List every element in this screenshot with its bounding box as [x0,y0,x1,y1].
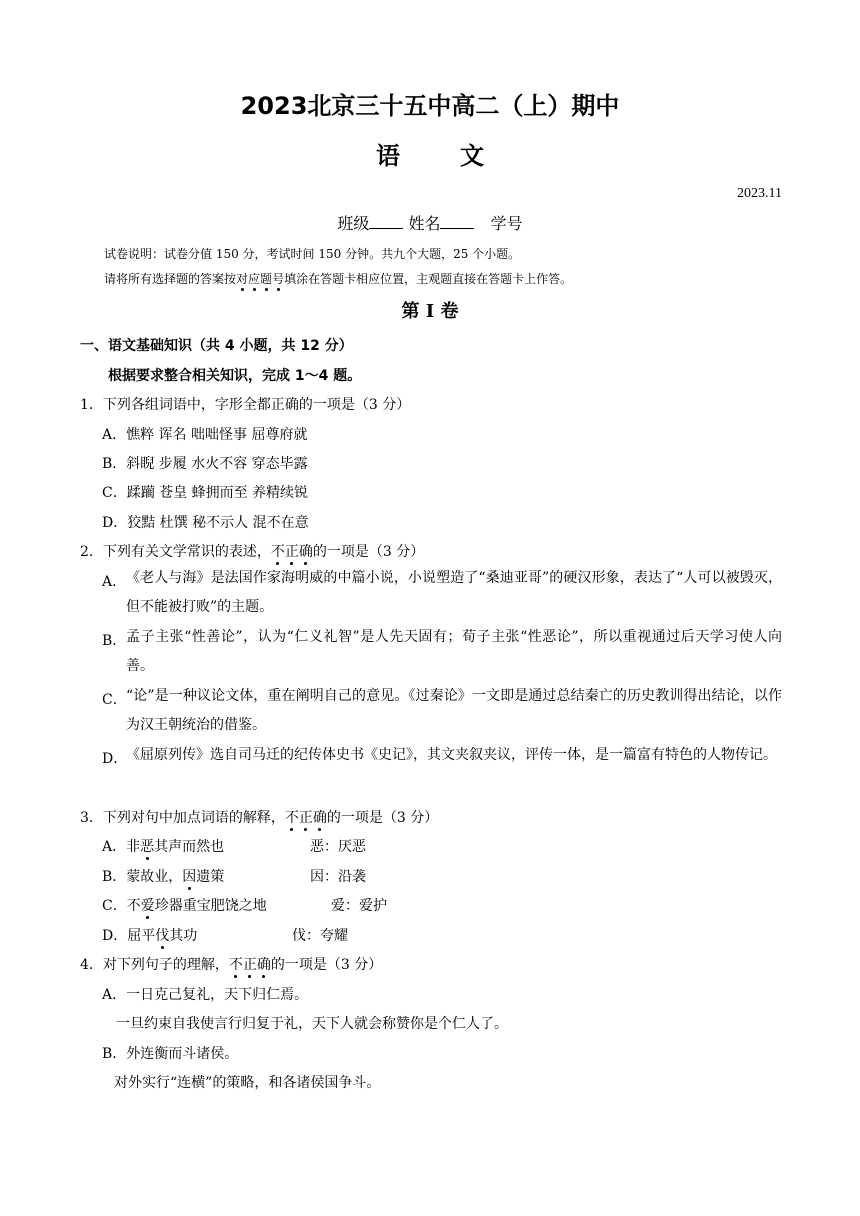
q1-stem: 1．下列各组词语中，字形全都正确的一项是（3 分） [80,397,411,413]
q4-stem: 4．对下列句子的理解，不正确的一项是（3 分） [80,957,383,973]
exam-title: 2023北京三十五中高二（上）期中 [240,92,620,120]
subject-char-2: 文 [460,142,484,170]
q2-stem: 2．下列有关文学常识的表述，不正确的一项是（3 分） [80,544,425,560]
q1-option-b: B．斜睨 步履 水火不容 穿态毕露 [102,456,308,472]
name-label: 姓名 [408,214,441,233]
part1-instruction: 根据要求整合相关知识，完成 1～4 题。 [108,368,362,384]
q4-item-a-sentence: A．一日克己复礼，天下归仁焉。 [102,987,309,1003]
q3-option-d: D．屈平伐其功 [102,928,198,944]
q3-gloss-d: 伐：夸耀 [292,928,348,944]
q3-gloss-c: 爱：爱护 [331,898,387,914]
q2-option-c: C． “论”是一种议论文体，重在阐明自己的意见。《过秦论》一文即是通过总结秦亡的历史教训得出结论，以作为汉王朝统治的借鉴。 [102,688,782,733]
q2-option-b: B． 孟子主张“性善论”，认为“仁义礼智”是人先天固有；荀子主张“性恶论”，所以重视通过后天学习使人向善。 [102,629,782,674]
volume-title: 第 I 卷 [401,301,459,322]
exam-note-1: 试卷说明：试卷分值 150 分，考试时间 150 分钟。共九个大题，25 个小题。 [104,247,521,261]
q3-option-a: A．非恶其声而然也 [102,839,225,855]
class-blank[interactable] [369,214,403,229]
q4-item-a-explanation: 一旦约束自我使言行归复于礼，天下人就会称赞你是个仁人了。 [116,1016,508,1032]
q2-option-d: D． 《屈原列传》选自司马迁的纪传体史书《史记》，其文夹叙夹议，评传一体，是一篇富有特色的人物传记。 [102,747,777,767]
q1-option-d: D．狡黠 杜馔 秘不示人 混不在意 [102,515,309,531]
q3-option-b: B．蒙故业，因遗策 [102,869,225,885]
q2-option-a: A． 《老人与海》是法国作家海明威的中篇小说，小说塑造了“桑迪亚哥”的硬汉形象，表达了“人可以被毁灭，但不能被打败”的主题。 [102,570,782,615]
exam-note-2: 请将所有选择题的答案按对应题号填涂在答题卡相应位置，主观题直接在答题卡上作答。 [104,272,573,286]
q4-item-b-explanation: 对外实行“连横”的策略，和各诸侯国争斗。 [114,1075,381,1091]
q4-item-b-sentence: B．外连衡而斗诸侯。 [102,1046,239,1062]
student-info-line [0,211,860,234]
q3-gloss-b: 因：沿袭 [310,869,366,885]
subject-char-1: 语 [376,142,400,170]
name-blank[interactable] [440,214,474,229]
subject-title [0,136,860,171]
q3-stem: 3．下列对句中加点词语的解释，不正确的一项是（3 分） [80,810,439,826]
class-label: 班级 [337,214,370,233]
q3-option-c: C．不爱珍器重宝肥饶之地 [102,898,267,914]
exam-date: 2023.11 [737,186,782,201]
q3-gloss-a: 恶：厌恶 [310,839,366,855]
q1-option-a: A．憔粹 诨名 咄咄怪事 屈尊府就 [102,427,308,443]
q1-option-c: C．蹂躏 苍皇 蜂拥而至 养精续锐 [102,485,309,501]
id-label: 学号 [490,214,523,233]
part1-heading: 一、语文基础知识（共 4 小题，共 12 分） [80,338,353,354]
